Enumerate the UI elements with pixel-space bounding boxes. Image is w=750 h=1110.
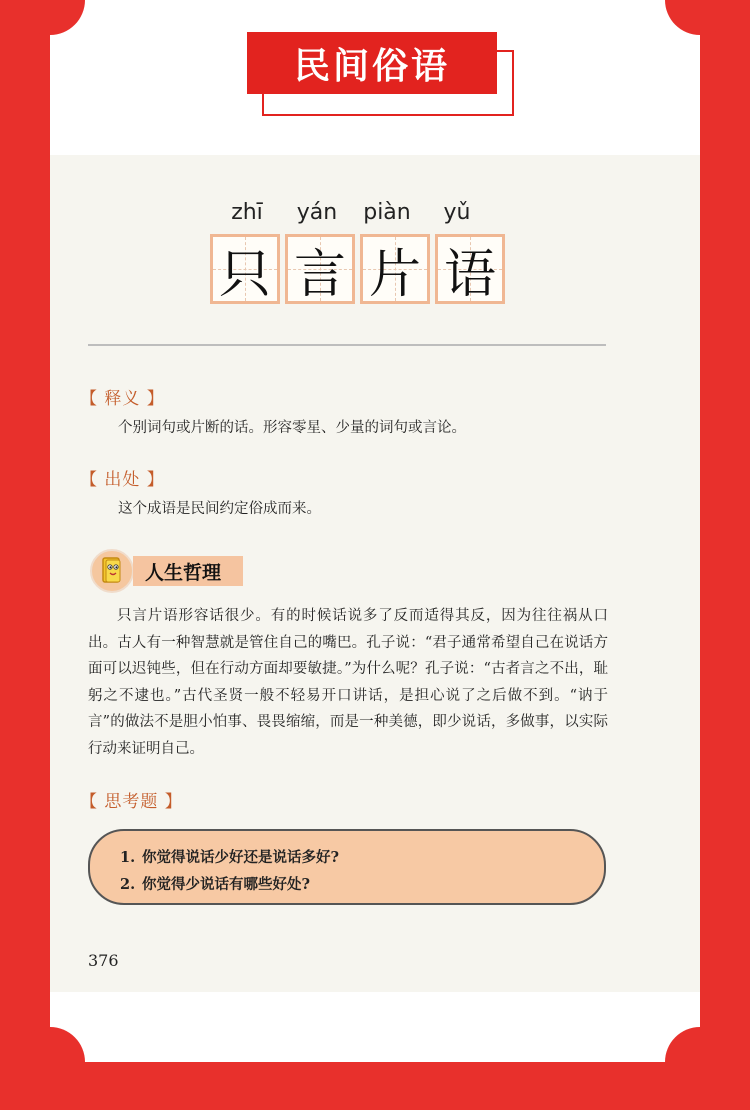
idiom-character: 只: [218, 244, 271, 305]
corner-decoration: [15, 1027, 85, 1097]
meaning-text: 个别词句或片断的话。形容零星、少量的词句或言论。: [118, 420, 466, 436]
idiom-character: 言: [293, 244, 346, 305]
question-number: 1.: [120, 849, 136, 866]
character-grid-cell: [435, 234, 505, 304]
pinyin-syllable: yán: [296, 200, 338, 225]
page-number: 376: [88, 951, 119, 970]
character-grid-cell: [210, 234, 280, 304]
pinyin-syllable: zhī: [231, 200, 263, 225]
questions-heading: 【 思考题 】: [80, 792, 183, 812]
source-heading: 【 出处 】: [80, 470, 165, 490]
character-grid-cell: [285, 234, 355, 304]
book-mascot-icon: [90, 549, 134, 593]
character-grid-cell: [360, 234, 430, 304]
idiom-character: 片: [368, 244, 421, 305]
question-number: 2.: [120, 876, 136, 893]
philosophy-heading: 人生哲理: [133, 556, 243, 586]
question-item: [120, 873, 604, 900]
section-divider: [88, 344, 606, 346]
pinyin-syllable: yǔ: [443, 200, 471, 225]
corner-decoration: [665, 1027, 735, 1097]
question-text: 你觉得少说话有哪些好处?: [142, 876, 310, 893]
idiom-character: 语: [443, 244, 496, 305]
question-text: 你觉得说话少好还是说话多好?: [142, 849, 339, 866]
idiom-characters: [210, 234, 510, 308]
meaning-heading: 【 释义 】: [80, 389, 165, 409]
philosophy-paragraph: 只言片语形容话很少。有的时候话说多了反而适得其反，因为往往祸从口出。古人有一种智慧就是管住自己的嘴巴。孔子说：“君子通常希望自己在说话方面可以迟钝些，但在行动方面却要敏捷。”为什么呢？孔子说：“古者言之不出，耻躬之不逮也。”古代圣贤一般不轻易开口讲话，是担心说了之后做不到。“讷于言”的做法不是胆小怕事、畏畏缩缩，而是一种美德，即少说话，多做事，以实际行动来证明自己。: [88, 608, 608, 757]
source-text: 这个成语是民间约定俗成而来。: [118, 501, 321, 517]
pinyin-row: [212, 200, 492, 228]
pinyin-syllable: piàn: [363, 200, 411, 225]
header-banner: 民间俗语: [247, 32, 497, 94]
question-item: [120, 846, 604, 873]
questions-box: [88, 829, 606, 905]
